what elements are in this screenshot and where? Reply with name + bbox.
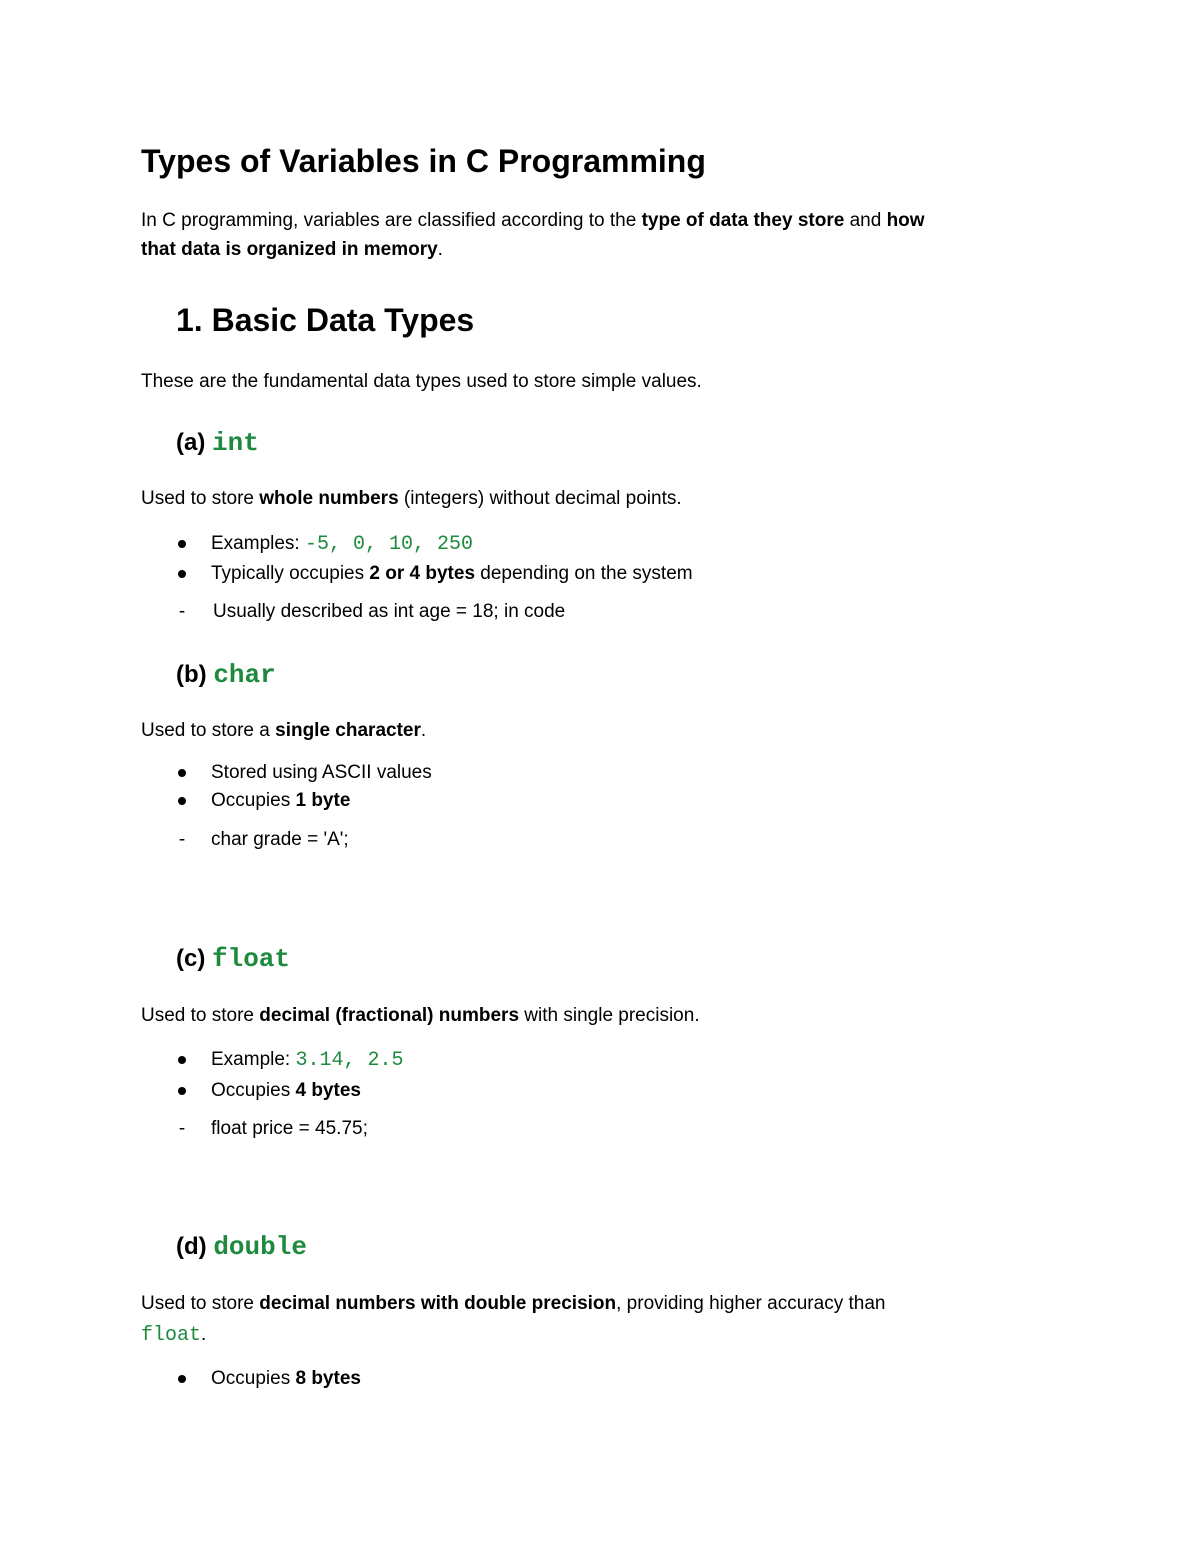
- list-item-text: char grade = 'A';: [211, 829, 349, 850]
- bold-text: 2 or 4 bytes: [369, 563, 476, 584]
- desc-text: .: [201, 1324, 207, 1345]
- intro-text-2: and: [844, 210, 887, 231]
- text: Occupies: [211, 1080, 296, 1101]
- char-description: [141, 717, 426, 745]
- desc-bold: whole numbers: [259, 488, 399, 509]
- text: Examples:: [211, 532, 305, 554]
- bold-text: 1 byte: [295, 790, 351, 811]
- list-item: [176, 1048, 404, 1072]
- bullet-icon: [178, 1375, 186, 1383]
- desc-text: (integers) without decimal points.: [398, 488, 682, 509]
- bullet-icon: [178, 570, 186, 578]
- double-description-line-1: [141, 1290, 885, 1318]
- desc-text: Used to store: [141, 488, 260, 509]
- bullet-icon: [178, 797, 186, 805]
- desc-bold: decimal (fractional) numbers: [259, 1005, 520, 1026]
- bold-text: 8 bytes: [295, 1368, 361, 1389]
- intro-line-1: [141, 207, 925, 235]
- list-item: [176, 1115, 368, 1143]
- list-item: [176, 563, 693, 584]
- desc-text: .: [420, 720, 427, 741]
- list-item: [176, 598, 566, 626]
- subheading-double: [176, 1230, 307, 1264]
- intro-bold-1: type of data they store: [641, 210, 845, 231]
- dash-marker: -: [178, 829, 186, 850]
- desc-text: Used to store: [141, 1005, 260, 1026]
- text: Occupies: [211, 790, 296, 811]
- int-description: [141, 485, 682, 513]
- subheading-label: (d): [176, 1233, 214, 1260]
- page-title: Types of Variables in C Programming: [141, 143, 706, 179]
- subheading-label: (a): [176, 429, 212, 456]
- bullet-icon: [178, 1056, 186, 1064]
- inline-code: float: [141, 1324, 202, 1347]
- text: Occupies: [211, 1368, 296, 1389]
- subheading-int: [176, 426, 259, 460]
- list-item-text: [211, 1046, 404, 1075]
- inline-code: -5, 0, 10, 250: [304, 532, 474, 556]
- bold-text: 4 bytes: [295, 1080, 361, 1101]
- intro-text-3: .: [437, 239, 443, 260]
- subheading-code: float: [212, 944, 291, 974]
- list-item: [176, 762, 432, 783]
- list-item: [176, 532, 474, 556]
- list-item-text: [211, 560, 693, 588]
- list-item: [176, 1368, 361, 1389]
- desc-text: , providing higher accuracy than: [616, 1293, 886, 1314]
- list-item-text: [211, 1365, 361, 1393]
- intro-bold-2a: how: [886, 210, 925, 231]
- dash-marker: -: [178, 601, 186, 622]
- bullet-icon: [178, 1087, 186, 1095]
- list-item-text: Usually described as int age = 18; in code: [213, 601, 566, 622]
- list-item: [176, 1080, 361, 1101]
- subheading-float: [176, 942, 290, 976]
- list-item-text: float price = 45.75;: [211, 1118, 368, 1139]
- list-item: [176, 826, 349, 854]
- desc-bold: single character: [275, 720, 421, 741]
- subheading-char: [176, 658, 276, 692]
- list-item-text: Stored using ASCII values: [211, 762, 432, 783]
- subheading-code: char: [213, 660, 276, 690]
- list-item: [176, 790, 351, 811]
- section-description: These are the fundamental data types used to store simple values.: [141, 371, 702, 392]
- intro-line-2: [141, 236, 443, 264]
- list-item-text: [211, 530, 473, 559]
- list-item-text: [211, 787, 350, 815]
- text: Example:: [211, 1048, 296, 1070]
- section-heading-basic-data-types: 1. Basic Data Types: [176, 302, 475, 338]
- text: Typically occupies: [211, 563, 370, 584]
- subheading-code: double: [213, 1232, 307, 1262]
- intro-bold-2b: that data is organized in memory: [141, 239, 438, 260]
- text: depending on the system: [475, 563, 693, 584]
- desc-text: Used to store: [141, 1293, 260, 1314]
- subheading-label: (c): [176, 945, 212, 972]
- dash-marker: -: [178, 1118, 186, 1139]
- bullet-icon: [178, 540, 186, 548]
- double-description-line-2: [141, 1321, 206, 1350]
- desc-bold: decimal numbers with double precision: [259, 1293, 617, 1314]
- list-item-text: [211, 1077, 361, 1105]
- intro-text-1: In C programming, variables are classified according to the: [141, 210, 642, 231]
- inline-code: 3.14, 2.5: [295, 1048, 404, 1072]
- subheading-code: int: [212, 428, 259, 458]
- subheading-label: (b): [176, 661, 214, 688]
- float-description: [141, 1002, 700, 1030]
- desc-text: Used to store a: [141, 720, 276, 741]
- bullet-icon: [178, 769, 186, 777]
- desc-text: with single precision.: [519, 1005, 700, 1026]
